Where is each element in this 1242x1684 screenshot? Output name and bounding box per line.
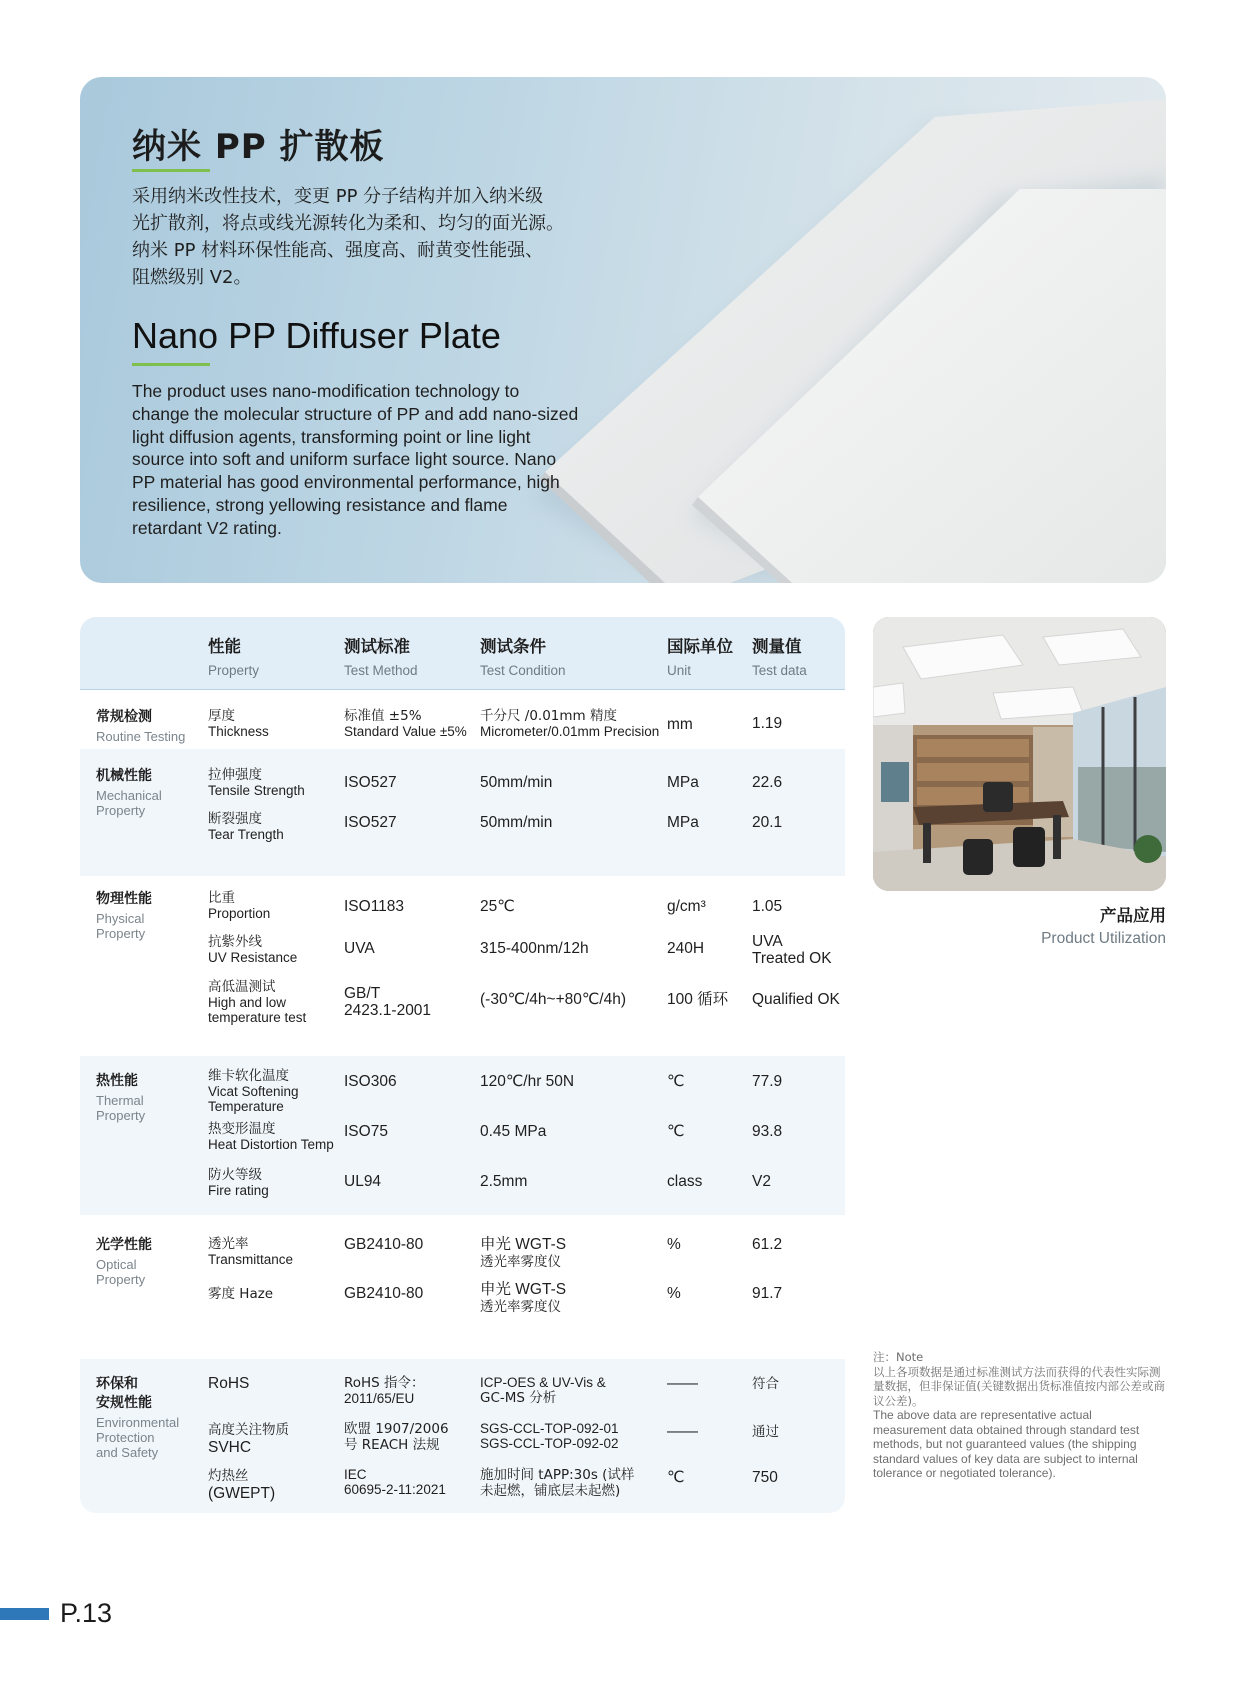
cell-property: 抗紫外线 UV Resistance: [208, 934, 298, 965]
cell-value: Qualified OK: [752, 991, 840, 1008]
cell-property: 透光率 Transmittance: [208, 1236, 294, 1267]
cell-property: 维卡软化温度 Vicat Softening Temperature: [208, 1068, 299, 1114]
cell-unit: ℃: [667, 1073, 685, 1090]
cell-property: RoHS: [208, 1375, 250, 1392]
cell-unit: ℃: [667, 1469, 685, 1486]
cell-value: 22.6: [752, 774, 783, 791]
table-header: [80, 617, 845, 690]
cell-condition: (-30℃/4h~+80℃/4h): [480, 991, 626, 1008]
cell-value: 61.2: [752, 1236, 783, 1253]
cell-value: 20.1: [752, 814, 783, 831]
cell-property: 高低温测试 High and low temperature test: [208, 979, 307, 1025]
title-underline: [132, 363, 210, 366]
cell-property: 高度关注物质 SVHC: [208, 1422, 289, 1456]
title-underline: [132, 169, 210, 172]
section-mechanical: [80, 749, 845, 876]
cell-unit: 240H: [667, 940, 705, 957]
cell-method: RoHS 指令： 2011/65/EU: [344, 1375, 425, 1406]
cell-condition: 25℃: [480, 898, 515, 915]
cell-method: UL94: [344, 1173, 382, 1190]
cell-method: 标准值 ±5% Standard Value ±5%: [344, 708, 467, 739]
cell-unit: 100 循环: [667, 991, 729, 1008]
cell-condition: 0.45 MPa: [480, 1123, 547, 1140]
cell-condition: 50mm/min: [480, 774, 553, 791]
cell-method: IEC 60695-2-11:2021: [344, 1467, 446, 1497]
section-thermal: [80, 1056, 845, 1215]
cell-method: GB2410-80: [344, 1236, 424, 1253]
title-english: Nano PP Diffuser Plate: [132, 315, 501, 356]
office-application-photo: [873, 617, 1166, 891]
cell-condition: SGS-CCL-TOP-092-01 SGS-CCL-TOP-092-02: [480, 1421, 619, 1451]
cell-method: GB/T 2423.1-2001: [344, 985, 432, 1019]
cell-condition: 申光 WGT-S 透光率雾度仪: [480, 1281, 567, 1315]
cell-condition: ICP-OES & UV-Vis & GC-MS 分析: [480, 1375, 606, 1406]
cell-method: UVA: [344, 940, 375, 957]
cell-method: ISO75: [344, 1123, 388, 1140]
utilization-title-chinese: 产品应用: [1100, 906, 1166, 925]
cell-property: 热变形温度 Heat Distortion Temp: [208, 1121, 334, 1152]
cell-unit: class: [667, 1173, 703, 1190]
cell-value: 93.8: [752, 1123, 783, 1140]
description-english: The product uses nano-modification technology to change the molecular structure of PP and add nano-sized light diffusion agents, transforming point or line light source into soft and uniform surface light source. Nano PP material has good environmental performance, high resilience, strong yellowing resistance and flame retardant V2 rating.: [132, 381, 579, 538]
cell-unit: mm: [667, 716, 693, 733]
cell-method: ISO1183: [344, 898, 405, 915]
header-unit: 国际单位 Unit: [667, 637, 733, 678]
cell-method: ISO527: [344, 774, 397, 791]
cell-property: 断裂强度 Tear Trength: [208, 811, 284, 842]
cell-unit: %: [667, 1236, 681, 1253]
category-label: 环保和 安规性能 Environmental Protection and Safety: [96, 1376, 180, 1460]
cell-value: 通过: [752, 1424, 779, 1440]
cell-property: 拉伸强度 Tensile Strength: [208, 767, 305, 798]
specification-table: [80, 617, 845, 1513]
cell-property: 比重 Proportion: [208, 890, 271, 921]
cell-property: 厚度 Thickness: [208, 708, 269, 739]
hero-banner: [80, 77, 1166, 583]
cell-unit: ——: [667, 1375, 698, 1392]
cell-condition: 千分尺 /0.01mm 精度 Micrometer/0.01mm Precision: [480, 708, 660, 739]
cell-condition: 315-400nm/12h: [480, 940, 589, 957]
cell-value: 1.19: [752, 715, 783, 732]
page-marker-bar: [0, 1608, 49, 1620]
cell-property: 灼热丝 (GWEPT): [208, 1468, 276, 1502]
section-physical: [80, 876, 845, 1056]
cell-unit: MPa: [667, 774, 699, 791]
cell-method: GB2410-80: [344, 1285, 424, 1302]
header-test-data: 测量值 Test data: [752, 637, 807, 678]
cell-method: ISO527: [344, 814, 397, 831]
cell-unit: %: [667, 1285, 681, 1302]
cell-condition: 120℃/hr 50N: [480, 1073, 575, 1090]
note-label: 注：Note: [873, 1350, 924, 1364]
cell-unit: g/cm³: [667, 898, 706, 915]
cell-property: 雾度 Haze: [208, 1286, 274, 1302]
cell-condition: 施加时间 tAPP:30s (试样 未起燃，铺底层未起燃): [480, 1467, 635, 1499]
cell-condition: 申光 WGT-S 透光率雾度仪: [480, 1236, 567, 1270]
category-label: 物理性能 Physical Property: [96, 891, 152, 941]
cell-unit: ℃: [667, 1123, 685, 1140]
cell-value: 91.7: [752, 1285, 783, 1302]
cell-condition: 50mm/min: [480, 814, 553, 831]
footnote: 注：Note 以上各项数据是通过标准测试方法而获得的代表性实际测 量数据，但非保证值(关键数据出货标准值按内部公差或商 议公差)。 The above data are representative actual measurement data obtained through standard test methods, but not guaranteed values (the shipping standard values of key data are subject to internal tolerance or negotiated tolerance).: [873, 1350, 1165, 1480]
category-label: 常规检测 Routine Testing: [96, 709, 186, 744]
cell-method: ISO306: [344, 1073, 397, 1090]
header-property: 性能 Property: [208, 637, 260, 678]
utilization-title-english: Product Utilization: [1041, 930, 1166, 947]
cell-condition: 2.5mm: [480, 1173, 528, 1190]
cell-value: 77.9: [752, 1073, 783, 1090]
cell-value: V2: [752, 1173, 771, 1190]
description-chinese: 采用纳米改性技术，变更 PP 分子结构并加入纳米级 光扩散剂，将点或线光源转化为柔和、均匀的面光源。 纳米 PP 材料环保性能高、强度高、耐黄变性能强、 阻燃级别 V2。: [132, 186, 564, 288]
title-chinese: 纳米 PP 扩散板: [132, 127, 385, 167]
cell-value: UVA Treated OK: [752, 933, 832, 967]
section-environmental-safety: [80, 1359, 845, 1513]
cell-unit: ——: [667, 1423, 698, 1440]
page-number: P.13: [60, 1598, 113, 1628]
category-label: 光学性能 Optical Property: [96, 1237, 152, 1287]
header-test-condition: 测试条件 Test Condition: [480, 637, 566, 678]
cell-value: 符合: [752, 1376, 779, 1392]
cell-value: 750: [752, 1469, 778, 1486]
section-optical: [80, 1215, 845, 1359]
header-test-method: 测试标准 Test Method: [344, 637, 418, 678]
cell-value: 1.05: [752, 898, 783, 915]
cell-unit: MPa: [667, 814, 699, 831]
section-routine-testing: [80, 689, 845, 749]
category-label: 机械性能 Mechanical Property: [96, 768, 162, 818]
category-label: 热性能 Thermal Property: [96, 1073, 146, 1123]
cell-method: 欧盟 1907/2006 号 REACH 法规: [344, 1421, 449, 1453]
cell-property: 防火等级 Fire rating: [208, 1167, 269, 1198]
